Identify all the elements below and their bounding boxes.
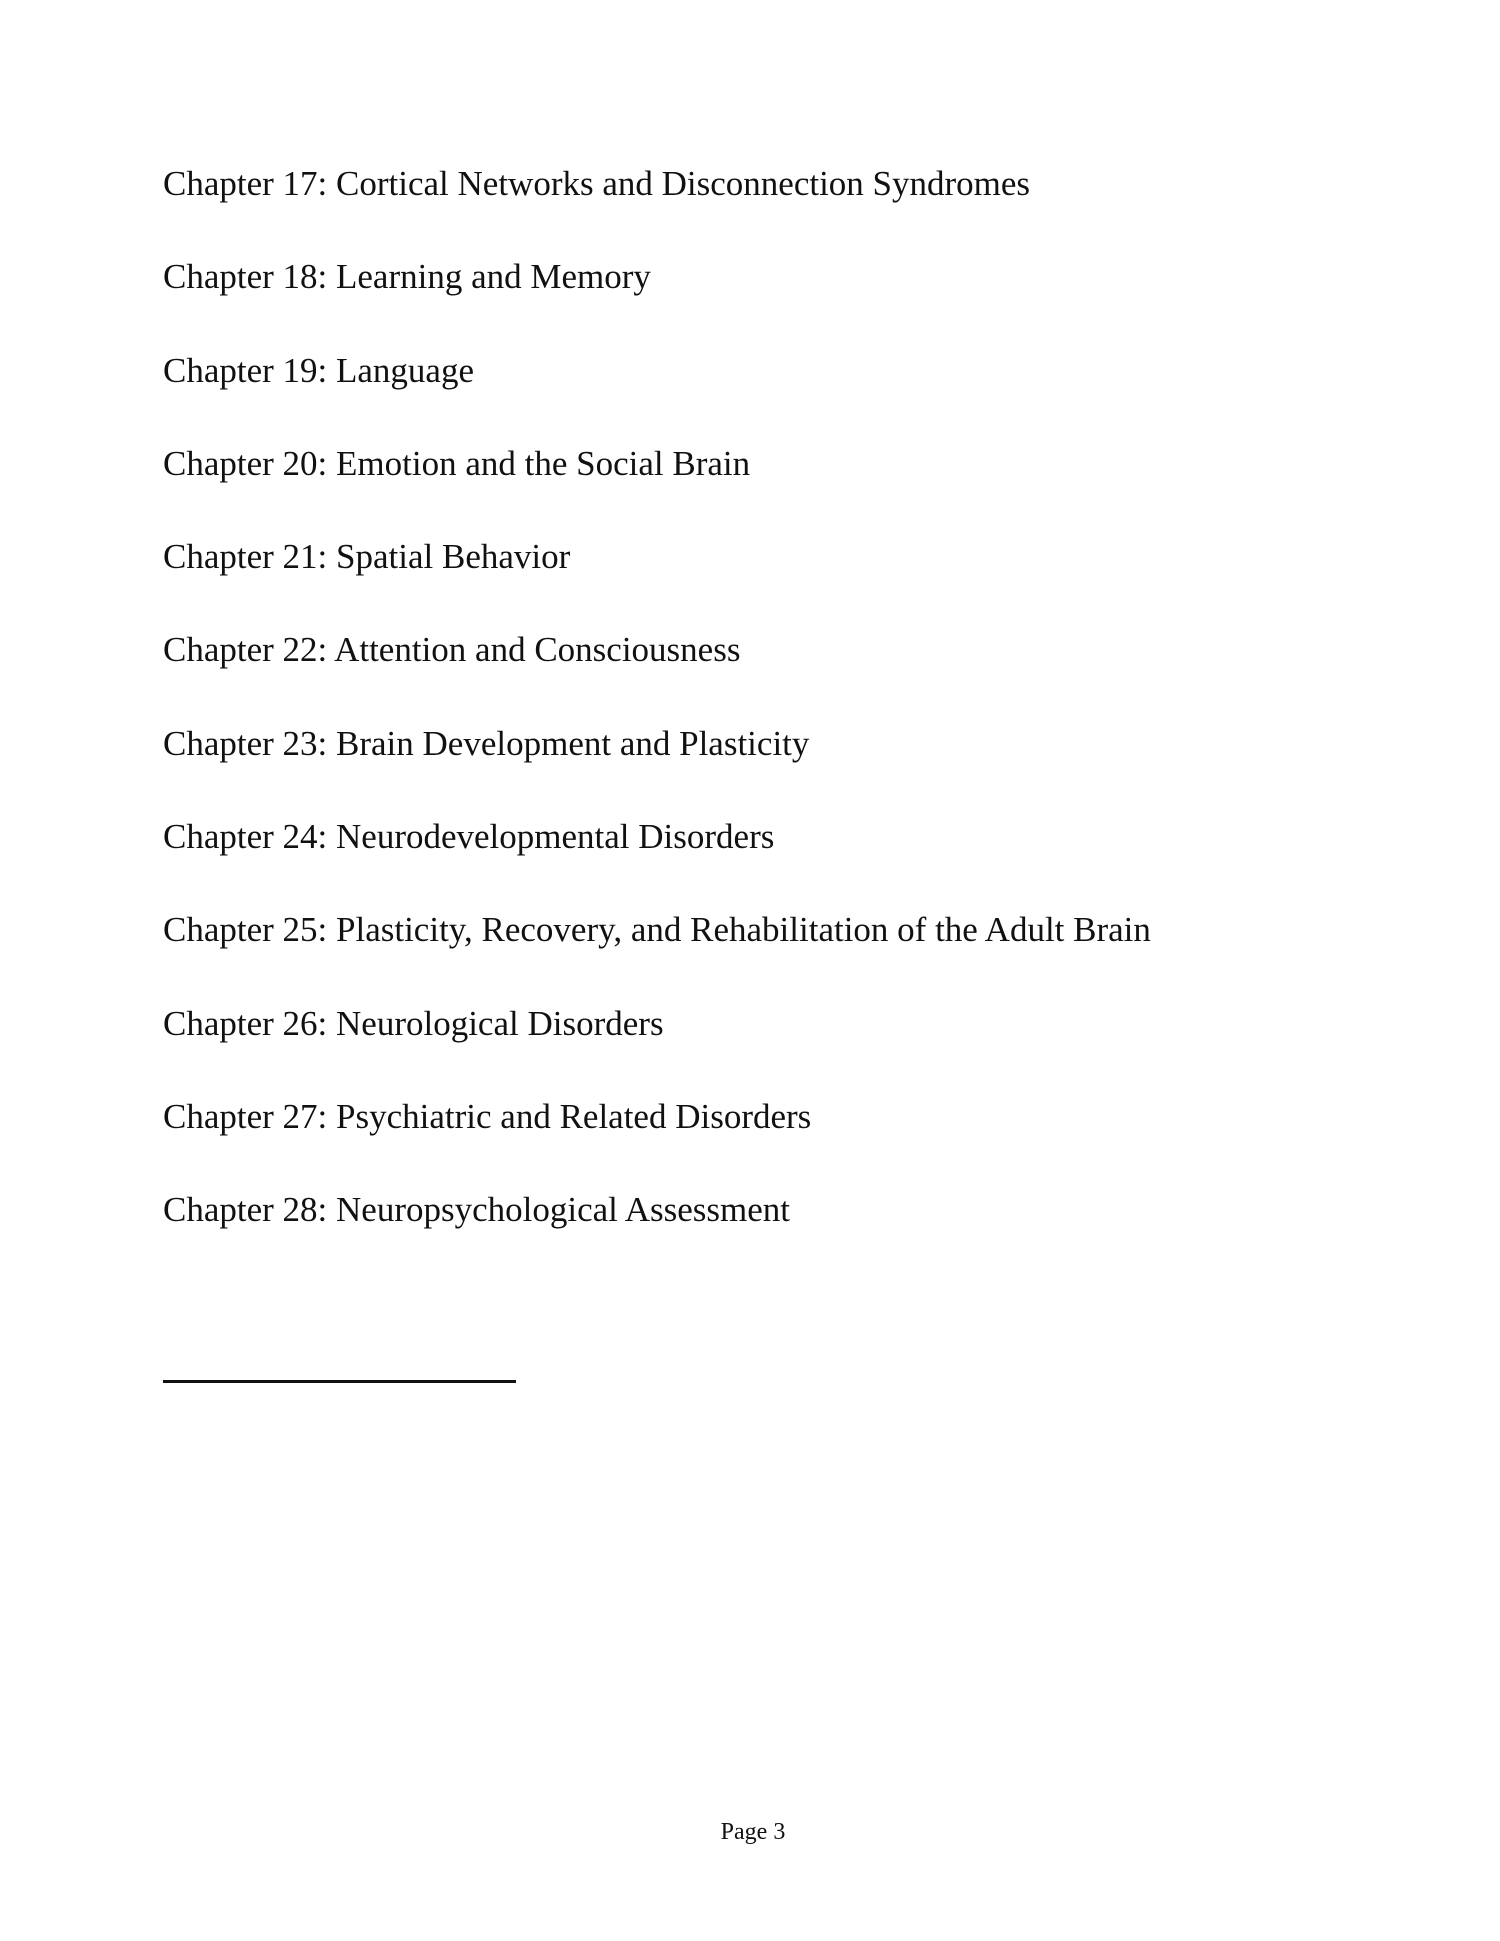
- chapter-item: Chapter 20: Emotion and the Social Brain: [163, 443, 751, 483]
- chapter-item: Chapter 17: Cortical Networks and Disconnection Syndromes: [163, 164, 1031, 203]
- footnote-divider: [163, 1380, 516, 1383]
- chapter-item: Chapter 27: Psychiatric and Related Disorders: [163, 1096, 812, 1136]
- chapter-item: Chapter 28: Neuropsychological Assessment: [163, 1190, 790, 1230]
- chapter-item: Chapter 25: Plasticity, Recovery, and Rehabilitation of the Adult Brain: [163, 910, 1151, 950]
- page-number: Page 3: [720, 1819, 786, 1845]
- chapter-item: Chapter 19: Language: [163, 350, 475, 390]
- chapter-item: Chapter 21: Spatial Behavior: [163, 537, 571, 577]
- chapter-list: [163, 164, 1151, 1284]
- chapter-item: Chapter 24: Neurodevelopmental Disorders: [163, 817, 775, 857]
- chapter-item: Chapter 18: Learning and Memory: [163, 257, 651, 297]
- chapter-item: Chapter 26: Neurological Disorders: [163, 1003, 664, 1043]
- chapter-item: Chapter 22: Attention and Consciousness: [163, 630, 741, 670]
- chapter-item: Chapter 23: Brain Development and Plasticity: [163, 723, 810, 763]
